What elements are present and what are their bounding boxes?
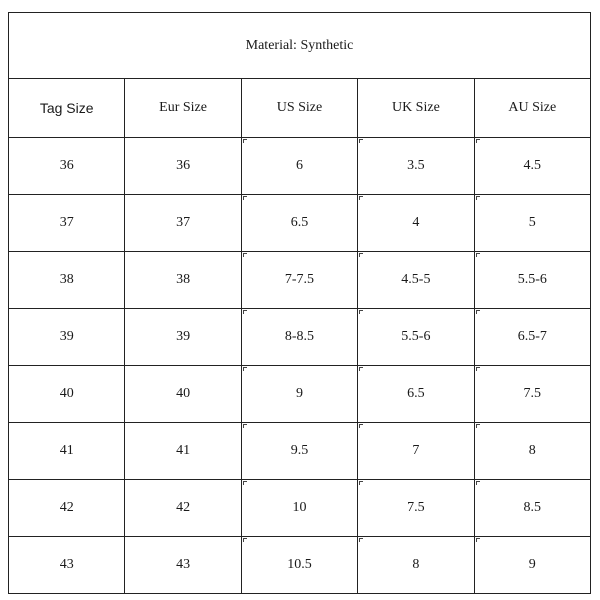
cell-tag-size: 42 [9,480,125,537]
material-title: Material: Synthetic [9,13,591,79]
cell-au-size: 8 [474,423,590,480]
cell-uk-size: 8 [358,537,474,594]
table-row [9,423,591,480]
table-row [9,195,591,252]
cell-tag-size: 39 [9,309,125,366]
size-chart-table [8,12,591,594]
cell-eur-size: 36 [125,138,241,195]
header-uk-size: UK Size [358,79,474,138]
cell-au-size: 5 [474,195,590,252]
header-au-size: AU Size [474,79,590,138]
cell-eur-size: 38 [125,252,241,309]
cell-uk-size: 4 [358,195,474,252]
cell-eur-size: 39 [125,309,241,366]
cell-us-size: 9 [241,366,357,423]
cell-au-size: 6.5-7 [474,309,590,366]
title-row [9,13,591,79]
cell-au-size: 5.5-6 [474,252,590,309]
cell-eur-size: 43 [125,537,241,594]
cell-uk-size: 7 [358,423,474,480]
cell-us-size: 6 [241,138,357,195]
cell-eur-size: 42 [125,480,241,537]
cell-eur-size: 40 [125,366,241,423]
cell-us-size: 10.5 [241,537,357,594]
cell-uk-size: 7.5 [358,480,474,537]
cell-uk-size: 3.5 [358,138,474,195]
header-eur-size: Eur Size [125,79,241,138]
cell-au-size: 9 [474,537,590,594]
table-row [9,309,591,366]
table-row [9,138,591,195]
table-row [9,537,591,594]
table-row [9,480,591,537]
cell-au-size: 7.5 [474,366,590,423]
cell-uk-size: 5.5-6 [358,309,474,366]
cell-tag-size: 40 [9,366,125,423]
size-chart-container [8,12,591,584]
table-row [9,252,591,309]
cell-us-size: 7-7.5 [241,252,357,309]
cell-us-size: 10 [241,480,357,537]
header-us-size: US Size [241,79,357,138]
cell-tag-size: 43 [9,537,125,594]
cell-eur-size: 41 [125,423,241,480]
cell-us-size: 9.5 [241,423,357,480]
header-row [9,79,591,138]
cell-us-size: 8-8.5 [241,309,357,366]
header-tag-size: Tag Size [9,79,125,138]
cell-au-size: 4.5 [474,138,590,195]
cell-tag-size: 41 [9,423,125,480]
cell-eur-size: 37 [125,195,241,252]
cell-au-size: 8.5 [474,480,590,537]
cell-tag-size: 38 [9,252,125,309]
cell-uk-size: 6.5 [358,366,474,423]
cell-tag-size: 37 [9,195,125,252]
table-row [9,366,591,423]
cell-uk-size: 4.5-5 [358,252,474,309]
cell-tag-size: 36 [9,138,125,195]
cell-us-size: 6.5 [241,195,357,252]
